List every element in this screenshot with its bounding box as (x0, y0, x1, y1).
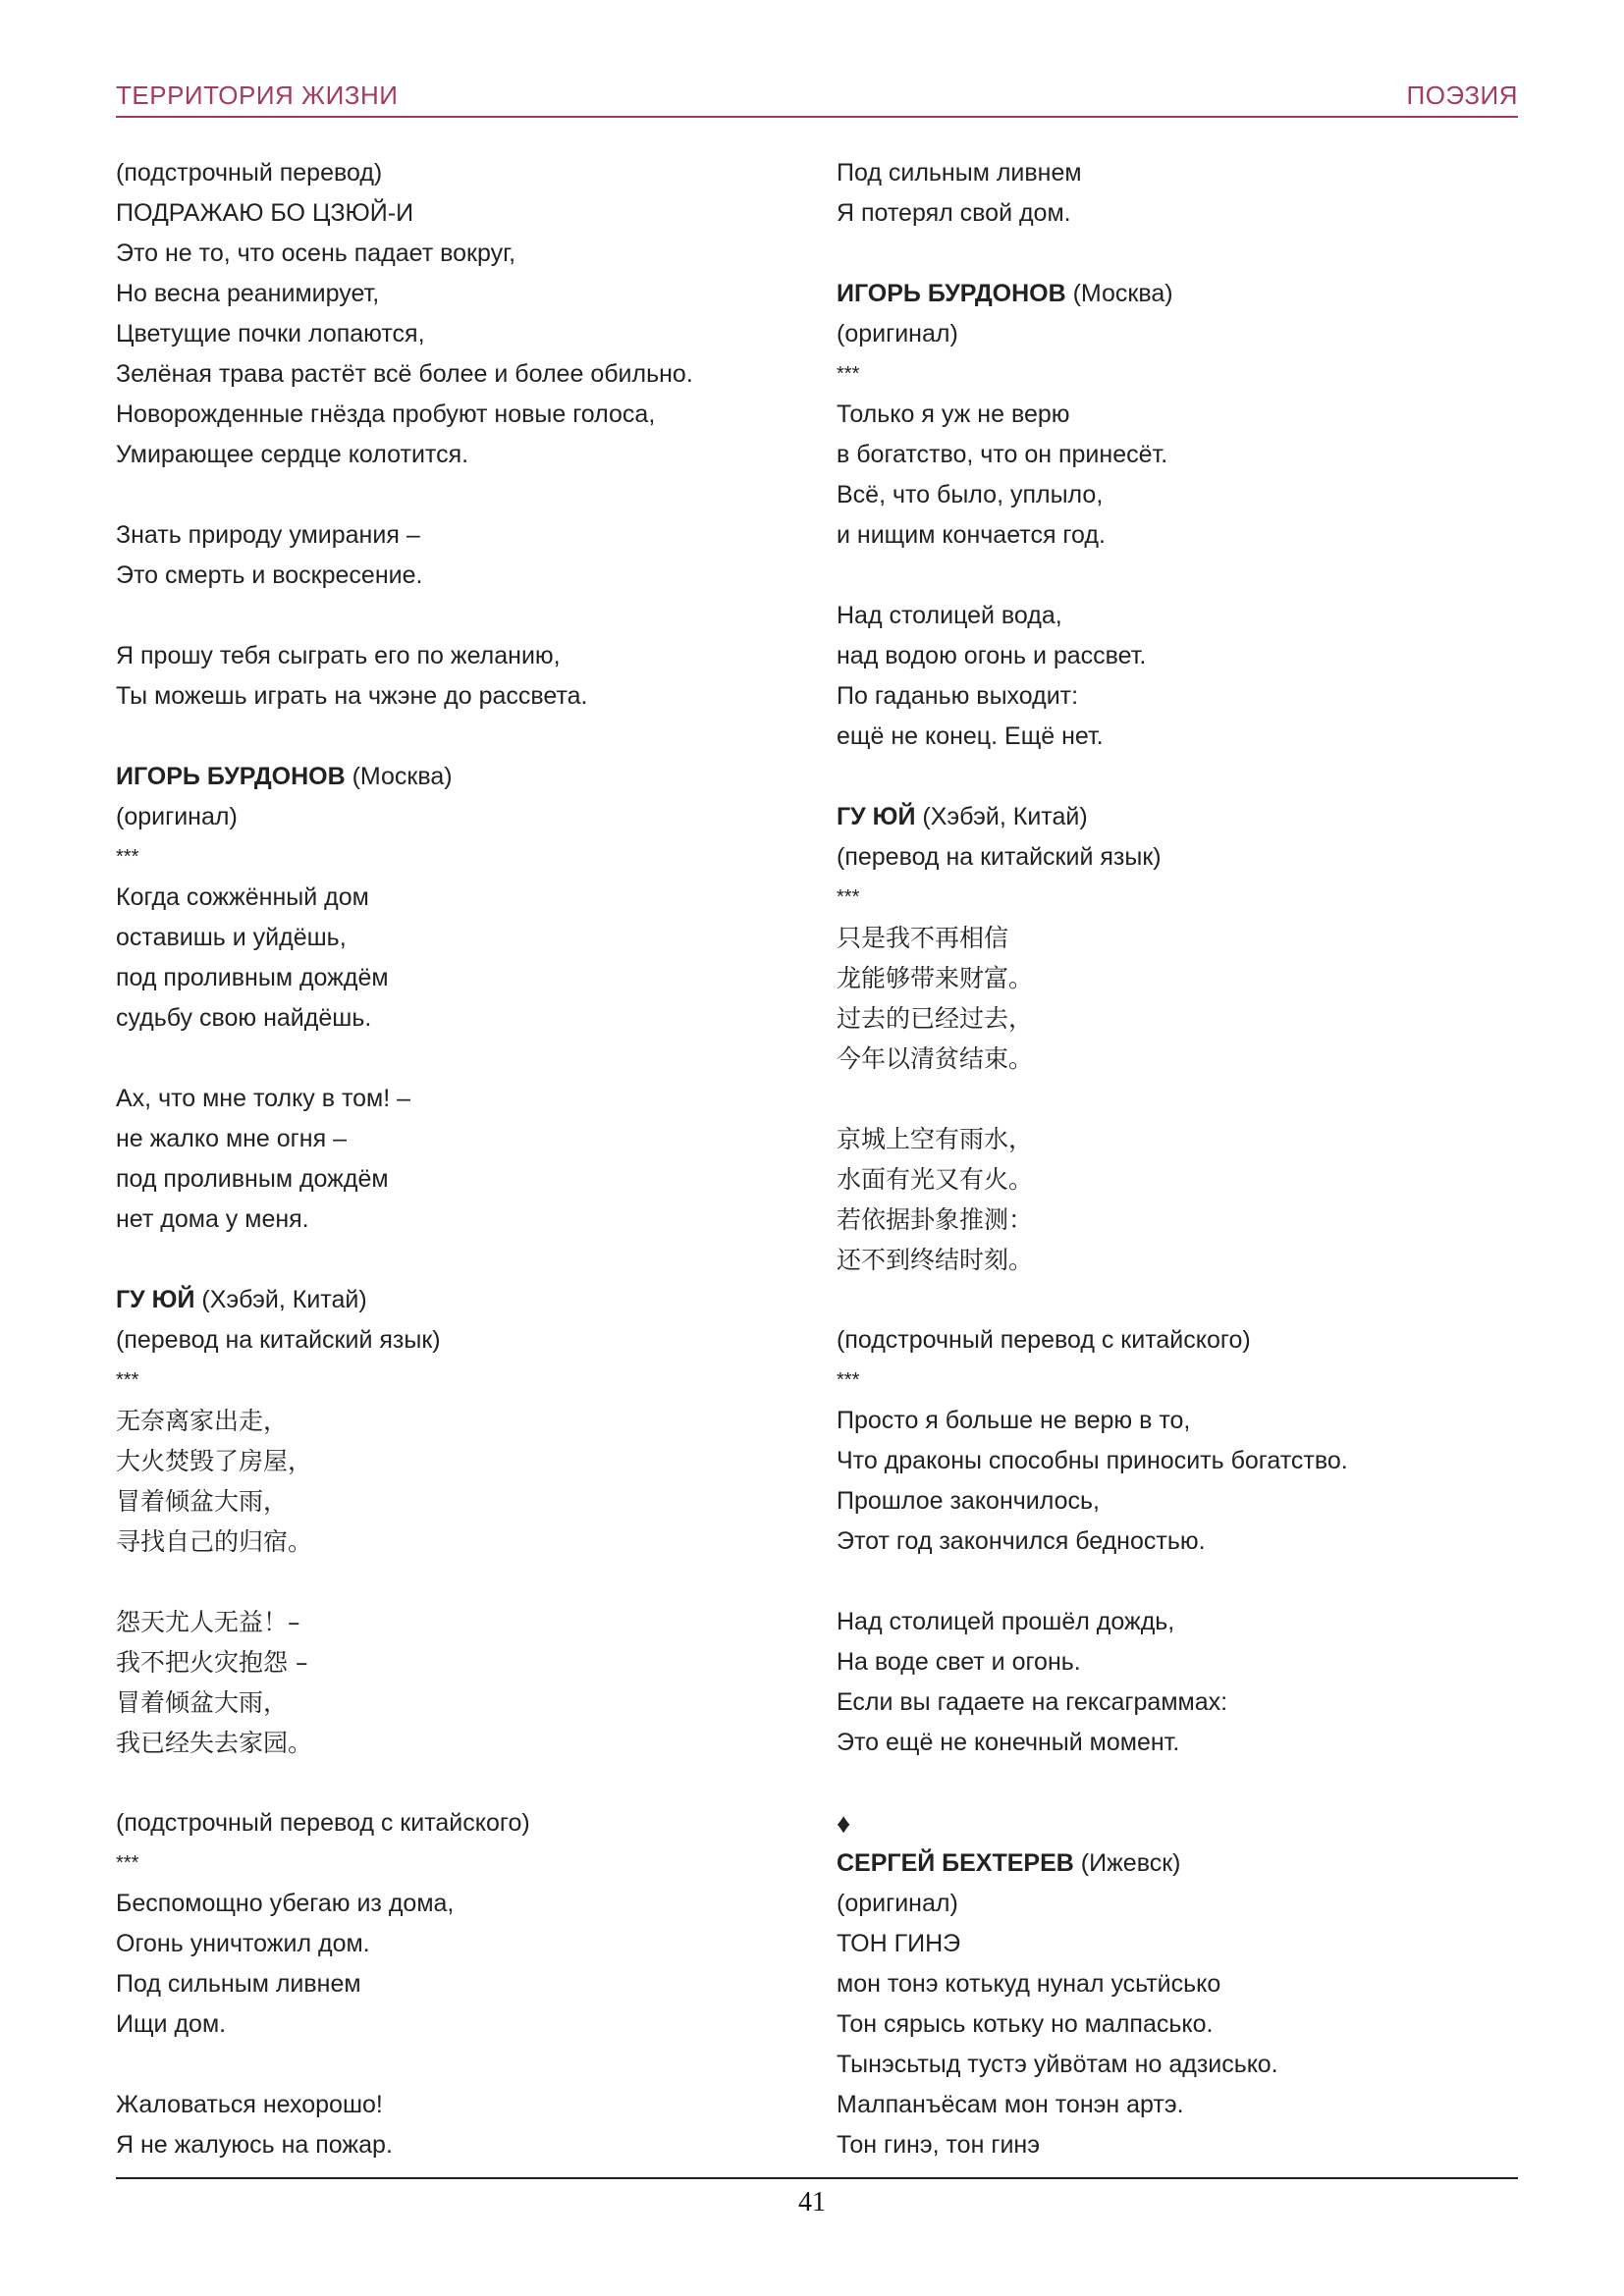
poem-line-chinese: 只是我不再相信 (837, 924, 1009, 952)
poem-line: Малпанъёсам мон тонэн артэ. (837, 2091, 1184, 2118)
poem-line: мон тонэ котькуд нунал усьтӥсько (837, 1970, 1221, 1998)
poem-line-chinese: 今年以清贫结束。 (837, 1044, 1034, 1073)
author-name: ГУ ЮЙ (837, 803, 916, 830)
stanza-gap (116, 2045, 803, 2085)
poem-line-chinese: 过去的已经过去， (837, 1004, 1034, 1033)
poem-line-chinese: 京城上空有雨水， (837, 1125, 1034, 1153)
author-name: ИГОРЬ БУРДОНОВ (837, 280, 1066, 307)
asterism: *** (116, 1852, 139, 1874)
poem-line: Всё, что было, уплыло, (837, 481, 1104, 508)
asterism: *** (837, 886, 860, 908)
poem-line: (подстрочный перевод) (116, 159, 383, 187)
poem-line-chinese: 龙能够带来财富。 (837, 964, 1034, 992)
author-place: (Хэбэй, Китай) (915, 803, 1088, 830)
poem-line: оставишь и уйдёшь, (116, 924, 347, 951)
author-heading (837, 274, 1524, 314)
stanza-gap (837, 757, 1524, 797)
right-column (837, 153, 1524, 2165)
footer-divider (116, 2177, 1518, 2179)
stanza-gap (837, 556, 1524, 596)
poem-line: ещё не конец. Ещё нет. (837, 722, 1104, 750)
poem-line-chinese: 还不到终结时刻。 (837, 1246, 1034, 1274)
poem-line: Тон гинэ, тон гинэ (837, 2131, 1040, 2159)
stanza-gap (116, 1240, 803, 1280)
author-name: ГУ ЮЙ (116, 1286, 195, 1313)
poem-line: Ах, что мне толку в том! – (116, 1085, 411, 1112)
author-name: СЕРГЕЙ БЕХТЕРЕВ (837, 1849, 1074, 1877)
poem-line: Этот год закончился бедностью. (837, 1527, 1206, 1555)
poem-line: Под сильным ливнем (116, 1970, 361, 1998)
stanza-gap (837, 1562, 1524, 1602)
poem-line: (перевод на китайский язык) (837, 843, 1162, 871)
poem-line: (подстрочный перевод с китайского) (837, 1326, 1251, 1354)
diamond-separator: ♦ (837, 1808, 851, 1839)
poem-line: Тынэсьтыд тустэ уйвӧтам но адзиськo. (837, 2051, 1278, 2078)
asterism: *** (837, 363, 860, 385)
poem-line-chinese: 大火焚毁了房屋， (116, 1447, 313, 1475)
poem-line-chinese: 怨天尤人无益！– (116, 1608, 300, 1636)
stanza-gap (116, 717, 803, 757)
poem-line: Но весна реанимирует, (116, 280, 380, 307)
stanza-gap (116, 596, 803, 636)
poem-line: На воде свет и огонь. (837, 1648, 1081, 1676)
asterism: *** (837, 1369, 860, 1391)
poem-line: (оригинал) (837, 1890, 958, 1917)
poem-line: Что драконы способны приносить богатство. (837, 1447, 1348, 1474)
author-place: (Ижевск) (1073, 1849, 1181, 1877)
poem-line: (подстрочный перевод с китайского) (116, 1809, 530, 1837)
poem-line: ТОН ГИНЭ (837, 1930, 961, 1957)
poem-line-chinese: 冒着倾盆大雨， (116, 1487, 289, 1516)
asterism: *** (116, 1369, 139, 1391)
poem-line-chinese: 无奈离家出走， (116, 1407, 289, 1435)
stanza-gap (837, 234, 1524, 274)
running-header (116, 80, 1518, 118)
poem-line: в богатство, что он принесёт. (837, 441, 1168, 468)
poem-line: Я прошу тебя сыграть его по желанию, (116, 642, 561, 669)
poem-line: Цветущие почки лопаются, (116, 320, 425, 347)
author-place: (Москва) (1065, 280, 1173, 307)
poem-line: Прошлое закончилось, (837, 1487, 1100, 1515)
poem-line: Когда сожжённый дом (116, 883, 369, 911)
author-place: (Хэбэй, Китай) (194, 1286, 367, 1313)
poem-line: Беспомощно убегаю из дома, (116, 1890, 455, 1917)
poem-line: Тон сярысь котьку но малпасько. (837, 2010, 1214, 2038)
page-number: 41 (798, 2187, 826, 2217)
poem-line: Это не то, что осень падает вокруг, (116, 240, 516, 267)
stanza-gap (837, 1763, 1524, 1803)
poem-line: над водою огонь и рассвет. (837, 642, 1147, 669)
author-heading (837, 1843, 1524, 1884)
poem-line-chinese: 若依据卦象推测： (837, 1205, 1034, 1234)
poem-line: Просто я больше не верю в то, (837, 1407, 1191, 1434)
poem-line: Огонь уничтожил дом. (116, 1930, 370, 1957)
poem-line: (оригинал) (837, 320, 958, 347)
poem-line: (оригинал) (116, 803, 238, 830)
asterism: *** (116, 846, 139, 868)
left-column (116, 153, 803, 2165)
poem-line: Над столицей прошёл дождь, (837, 1608, 1175, 1635)
poem-line: Под сильным ливнем (837, 159, 1082, 187)
poem-line: Это смерть и воскресение. (116, 561, 423, 589)
author-heading (837, 797, 1524, 837)
poem-line: ПОДРАЖАЮ БО ЦЗЮЙ-И (116, 199, 414, 227)
poem-line: Я потерял свой дом. (837, 199, 1071, 227)
author-place: (Москва) (345, 763, 453, 790)
stanza-gap (116, 475, 803, 515)
poem-line: Ищи дом. (116, 2010, 227, 2038)
poem-line: Я не жалуюсь на пожар. (116, 2131, 393, 2159)
poem-line: нет дома у меня. (116, 1205, 309, 1233)
author-name: ИГОРЬ БУРДОНОВ (116, 763, 346, 790)
poem-line: Над столицей вода, (837, 602, 1062, 629)
journal-title: ТЕРРИТОРИЯ ЖИЗНИ (116, 80, 399, 110)
poem-line: Зелёная трава растёт всё более и более обильно. (116, 360, 693, 388)
stanza-gap (837, 1280, 1524, 1320)
poem-line: Если вы гадаете на гексаграммах: (837, 1688, 1228, 1716)
poem-line: Жаловаться нехорошо! (116, 2091, 383, 2118)
author-heading (116, 757, 803, 797)
poem-line: По гаданью выходит: (837, 682, 1079, 710)
poem-line-chinese: 寻找自己的归宿。 (116, 1527, 313, 1556)
poem-line: Знать природу умирания – (116, 521, 420, 549)
poem-line: Новорожденные гнёзда пробуют новые голоса, (116, 400, 656, 428)
stanza-gap (116, 1562, 803, 1602)
stanza-gap (116, 1039, 803, 1079)
poem-line: Ты можешь играть на чжэне до рассвета. (116, 682, 588, 710)
poem-line-chinese: 冒着倾盆大雨， (116, 1688, 289, 1717)
poem-line-chinese: 我已经失去家园。 (116, 1729, 313, 1757)
poem-line: и нищим кончается год. (837, 521, 1106, 549)
poem-line: под проливным дождём (116, 964, 389, 991)
poem-line: судьбу свою найдёшь. (116, 1004, 372, 1032)
section-title: ПОЭЗИЯ (1406, 80, 1518, 110)
poem-line: Это ещё не конечный момент. (837, 1729, 1180, 1756)
poem-line: Только я уж не верю (837, 400, 1070, 428)
poem-line: не жалко мне огня – (116, 1125, 347, 1152)
poem-line: под проливным дождём (116, 1165, 389, 1193)
poem-line-chinese: 我不把火灾抱怨 – (116, 1648, 308, 1677)
poem-line: Умирающее сердце колотится. (116, 441, 469, 468)
poem-line-chinese: 水面有光又有火。 (837, 1165, 1034, 1194)
stanza-gap (116, 1763, 803, 1803)
poem-line: (перевод на китайский язык) (116, 1326, 441, 1354)
author-heading (116, 1280, 803, 1320)
stanza-gap (837, 1079, 1524, 1119)
